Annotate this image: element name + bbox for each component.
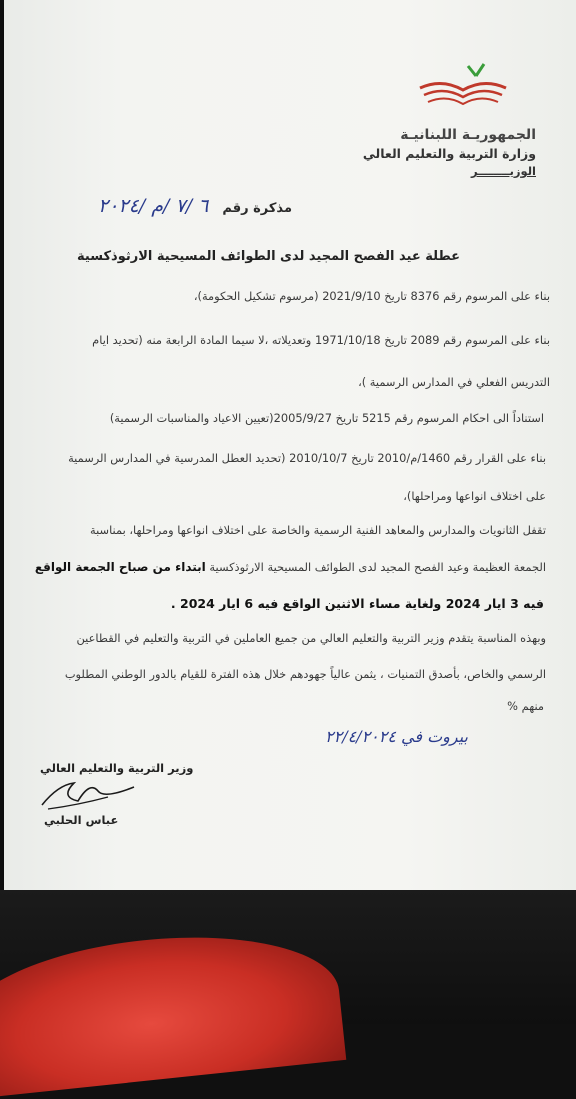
signature (38, 775, 138, 815)
body-line: التدريس الفعلي في المدارس الرسمية )، (358, 375, 550, 389)
body-line: استناداً الى احكام المرسوم رقم 5215 تاريخ 2005/9/27(تعيين الاعياد والمناسبات الرسمية) (109, 411, 544, 425)
closing-line: وبهذه المناسبة يتقدم وزير التربية والتعليم العالي من جميع العاملين في التربية والتعليم في القطاعين (76, 631, 546, 645)
memo-number: ٦ /٧ /م /٢٠٢٤ (98, 195, 209, 217)
bold-date-line: فيه 3 ايار 2024 ولغاية مساء الاثنين الواقع فيه 6 ايار 2024 . (170, 596, 544, 611)
handwritten-date: بيروت في ٢٢/٤/٢٠٢٤ (325, 727, 468, 746)
memo-title: عطلة عيد الفصح المجيد لدى الطوائف المسيحية الارثوذكسية (77, 249, 460, 264)
ministry-title: وزارة التربية والتعليم العالي (362, 146, 536, 161)
memo-label: مذكرة رقم (222, 201, 292, 216)
republic-title: الجمهوريـة اللبنانيـة (400, 127, 536, 143)
body-line (35, 560, 546, 574)
minister-title: وزير التربية والتعليم العالي (40, 761, 194, 775)
closing-line: الرسمي والخاص، بأصدق التمنيات ، يثمن عالياً جهودهم خلال هذه الفترة للقيام بالدور الوطني المطلوب (64, 667, 546, 681)
body-line: على اختلاف انواعها ومراحلها)، (403, 489, 546, 503)
office-title: الوزيــــــــر (470, 164, 536, 178)
body-line: تقفل الثانويات والمدارس والمعاهد الفنية الرسمية والخاصة على اختلاف انواعها ومراحلها، بمناسبة (90, 523, 546, 537)
ministry-logo (418, 62, 508, 108)
body-text: الجمعة العظيمة وعيد الفصح المجيد لدى الطوائف المسيحية الارثوذكسية (209, 560, 546, 574)
body-line: بناء على المرسوم رقم 2089 تاريخ 1971/10/18 وتعديلاته ،لا سيما المادة الرابعة منه (تحديد ايام (92, 333, 550, 347)
minister-name: عباس الحلبي (44, 813, 119, 827)
body-line: بناء على المرسوم رقم 8376 تاريخ 2021/9/10 (مرسوم تشكيل الحكومة)، (193, 289, 550, 303)
closing-line: منهم % (507, 699, 544, 713)
body-line: بناء على القرار رقم 1460/م/2010 تاريخ 2010/10/7 (تحديد العطل المدرسية في المدارس الرسمية (68, 451, 546, 465)
bold-date-start: ابتداء من صباح الجمعة الواقع (34, 560, 206, 574)
